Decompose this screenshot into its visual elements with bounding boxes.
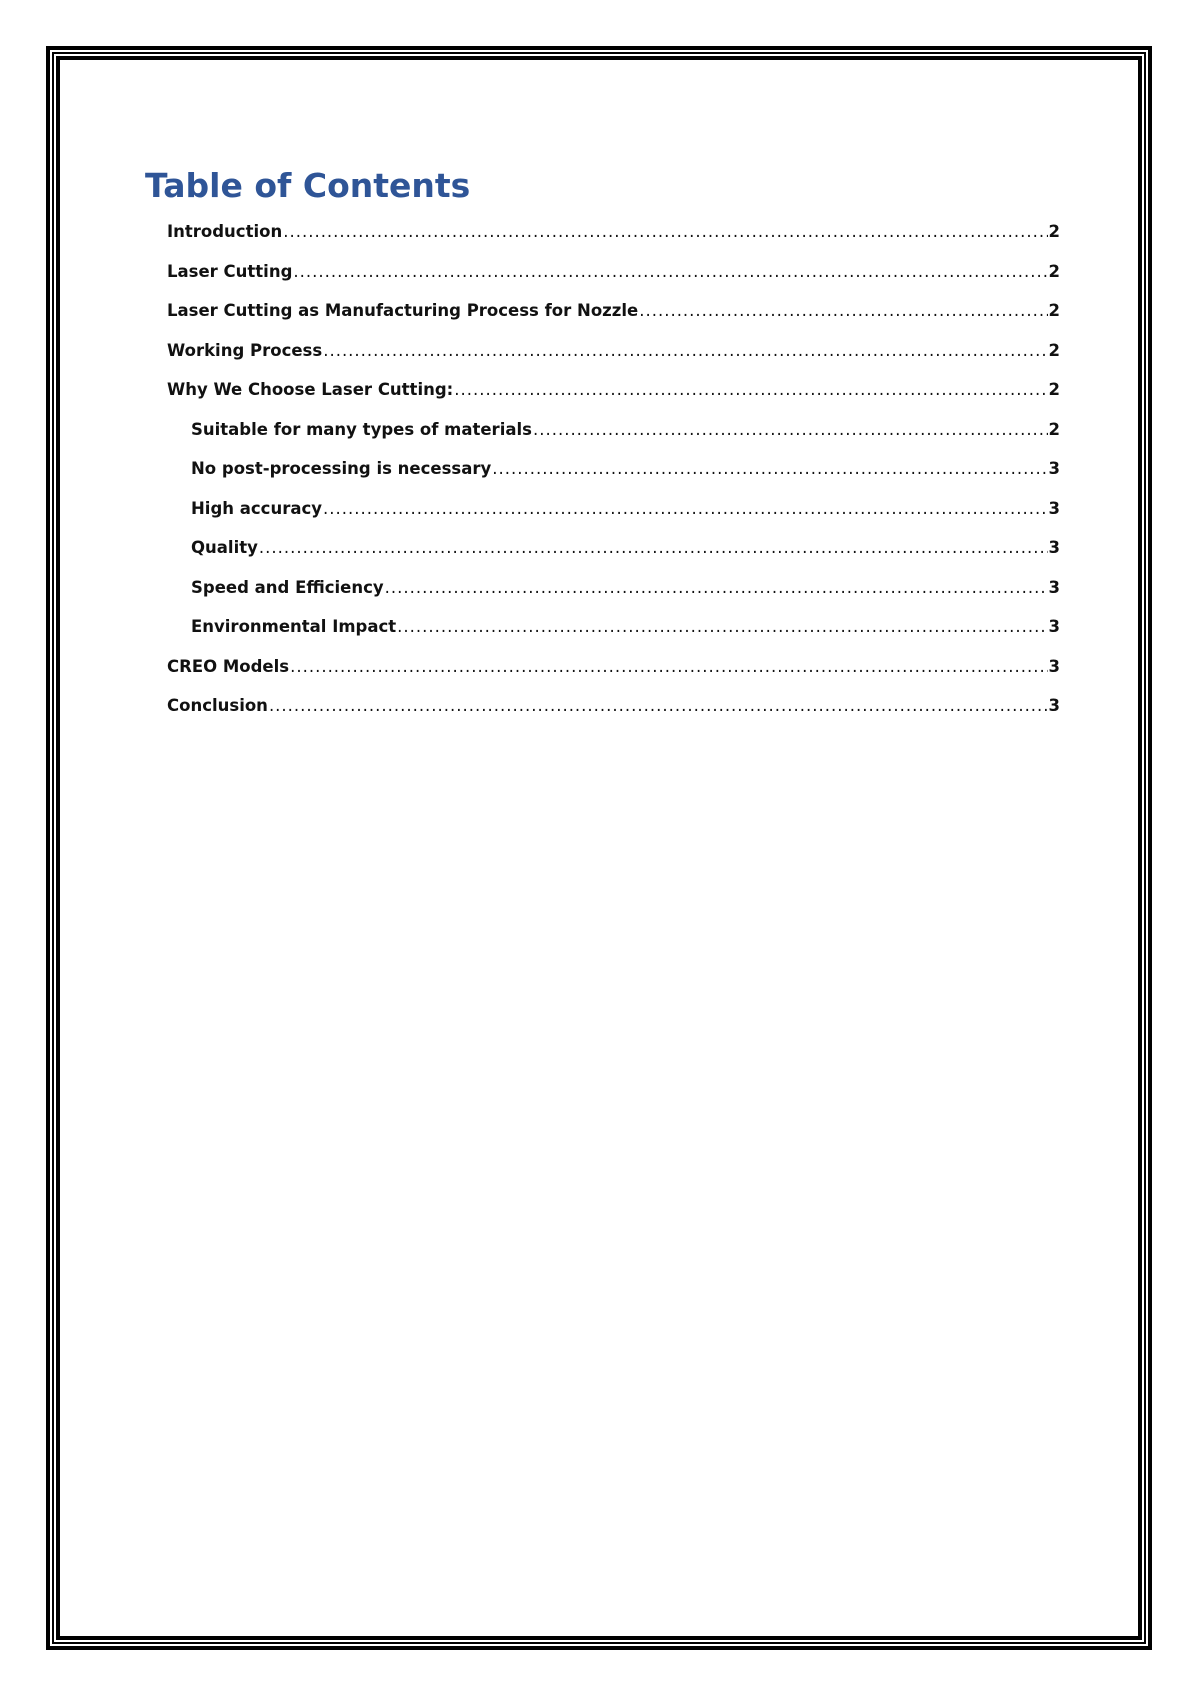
toc-entry-manufacturing-process[interactable] <box>145 291 1060 331</box>
dot-leader <box>283 212 1047 252</box>
toc-entry-page: 3 <box>1048 538 1060 557</box>
toc-entry-environmental-impact[interactable] <box>145 607 1060 647</box>
toc-entry-why-laser-cutting[interactable] <box>145 370 1060 410</box>
toc-entry-page: 3 <box>1048 577 1060 597</box>
dot-leader <box>290 647 1047 687</box>
toc-entry-page: 3 <box>1048 498 1060 518</box>
toc-entry-label: Working Process <box>167 340 323 360</box>
toc-entry-label: No post-processing is necessary <box>191 459 492 478</box>
toc-entry-page: 3 <box>1048 696 1060 715</box>
toc-entry-post-processing[interactable] <box>145 449 1060 489</box>
toc-entry-page: 2 <box>1048 419 1060 439</box>
dot-leader <box>385 568 1048 608</box>
toc-entry-label: Conclusion <box>167 696 268 715</box>
toc-entry-high-accuracy[interactable] <box>145 489 1060 529</box>
toc-entry-label: High accuracy <box>191 498 323 518</box>
dot-leader <box>454 370 1047 410</box>
toc-entry-quality[interactable] <box>145 528 1060 568</box>
toc-entry-introduction[interactable] <box>145 212 1060 252</box>
table-of-contents <box>145 166 1060 726</box>
toc-entry-working-process[interactable] <box>145 331 1060 371</box>
toc-entry-speed-efficiency[interactable] <box>145 568 1060 608</box>
toc-entry-page: 2 <box>1048 340 1060 360</box>
toc-entry-laser-cutting[interactable] <box>145 252 1060 292</box>
toc-entry-label: Quality <box>191 538 258 557</box>
toc-entry-label: Laser Cutting <box>167 261 293 281</box>
dot-leader <box>397 607 1047 647</box>
toc-title: Table of Contents <box>145 166 471 205</box>
toc-entry-label: Environmental Impact <box>191 617 397 636</box>
toc-entry-label: Speed and Efficiency <box>191 577 384 597</box>
toc-entry-page: 3 <box>1048 656 1060 676</box>
dot-leader <box>293 252 1047 292</box>
dot-leader <box>259 528 1048 568</box>
toc-entry-page: 2 <box>1048 261 1060 281</box>
toc-entry-label: CREO Models <box>167 656 290 676</box>
toc-entry-page: 2 <box>1048 380 1060 399</box>
toc-entry-label: Laser Cutting as Manufacturing Process for Nozzle <box>167 301 639 320</box>
toc-entry-creo-models[interactable] <box>145 647 1060 687</box>
toc-entry-label: Suitable for many types of materials <box>191 419 532 439</box>
toc-entry-conclusion[interactable] <box>145 686 1060 726</box>
dot-leader <box>492 449 1047 489</box>
toc-entry-label: Introduction <box>167 222 283 241</box>
toc-entry-page: 2 <box>1048 222 1060 241</box>
dot-leader <box>639 291 1047 331</box>
toc-entry-page: 3 <box>1048 617 1060 636</box>
dot-leader <box>533 410 1048 450</box>
dot-leader <box>269 686 1048 726</box>
toc-entry-materials[interactable] <box>145 410 1060 450</box>
dot-leader <box>323 331 1047 371</box>
dot-leader <box>323 489 1047 529</box>
toc-entry-page: 3 <box>1048 459 1060 478</box>
toc-entry-label: Why We Choose Laser Cutting: <box>167 380 454 399</box>
toc-entry-page: 2 <box>1048 301 1060 320</box>
